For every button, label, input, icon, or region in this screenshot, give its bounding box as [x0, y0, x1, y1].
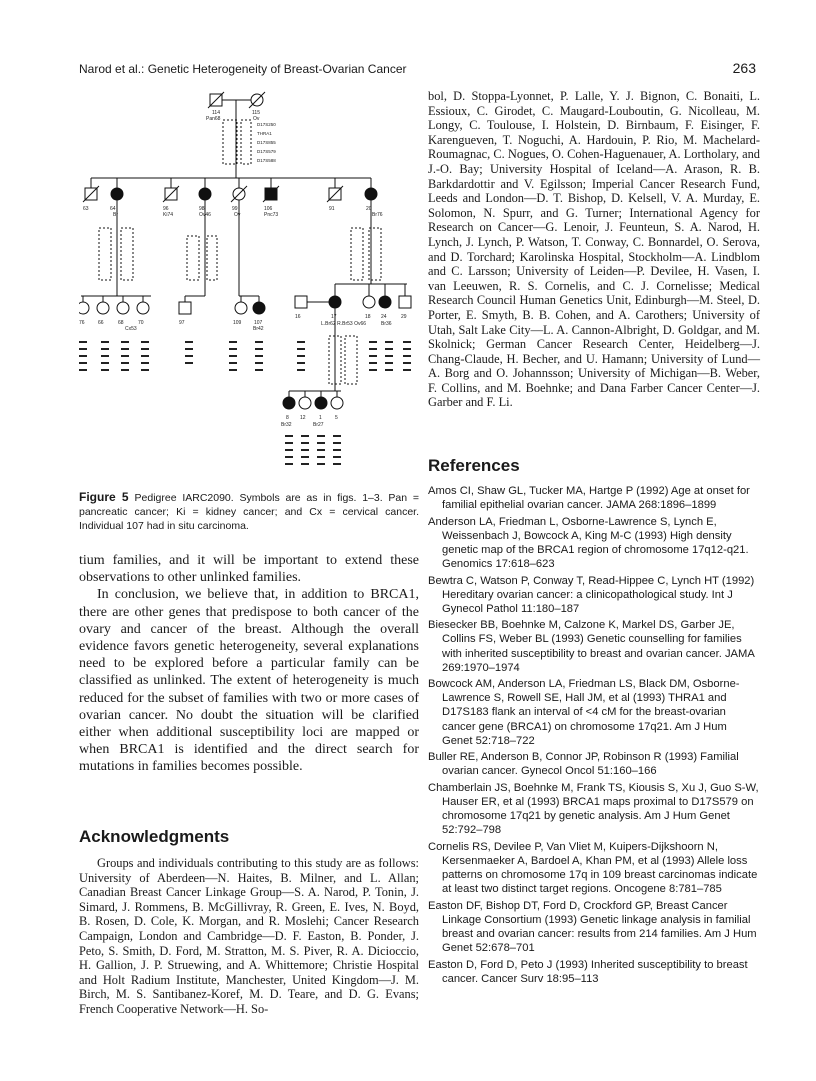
label-96: 96: [163, 206, 169, 212]
label-68: 68: [118, 320, 124, 326]
paragraph-conclusion: In conclusion, we believe that, in addition to BRCA1, there are other genes that predispose to both cancer of the ovary and cancer of the breast. Although the overall evidence favors genetic heterogeneity, several explanations need to be explored before a particular family can be classified as unlinked. The extent of heterogeneity is much reduced for the subset of families with two or more cases of ovarian cancer. No doubt the situation will be clarified either when additional susceptibility loci are mapped or when BRCA1 is identified and the direct search for mutations in families becomes possible.: [79, 587, 419, 775]
reference-item: Chamberlain JS, Boehnke M, Frank TS, Kiousis S, Xu J, Guo S-W, Hauser ER, et al (1993) BRCA1 maps proximal to D17S579 on chromosome 17q21 by genetic analysis. Am J Hum Genet 52:792–798: [428, 781, 759, 837]
label-12: 12: [300, 415, 306, 421]
label-115-dx: Ov: [253, 116, 260, 122]
pedigree-figure: [79, 86, 424, 488]
label-24: 24: [381, 314, 387, 320]
label-114: 114: [212, 110, 220, 116]
label-96-dx: Ki74: [163, 212, 174, 218]
marker-1: THRA1: [257, 131, 272, 136]
label-99: 99: [232, 206, 238, 212]
label-98: 98: [199, 206, 205, 212]
references-heading: References: [428, 456, 520, 475]
reference-item: Cornelis RS, Devilee P, Van Vliet M, Kuipers-Dijkshoorn N, Kersenmaeker A, Bardoel A, Khan PM, et al (1993) Allele loss patterns on chromosome 17q in 109 breast carcinomas indicate at least two distinct target regions. Oncogene 8:781–785: [428, 840, 758, 896]
label-99-dx: Ov: [234, 212, 241, 218]
marker-2: D17S855: [257, 140, 276, 145]
reference-item: Easton DF, Bishop DT, Ford D, Crockford GP, Breast Cancer Linkage Consortium (1993) Genetic linkage analysis in familial breast and ovarian cancer: results from 214 families. Am J Hum Genet 52:678–701: [428, 899, 757, 954]
acknowledgments-heading: Acknowledgments: [79, 827, 230, 846]
label-107-dx: Br42: [253, 326, 264, 332]
label-24-dx: Br36: [381, 321, 392, 327]
label-1: 1: [319, 415, 322, 421]
label-115: 115: [252, 110, 260, 116]
label-70: 70: [138, 320, 144, 326]
label-cx53: Cx53: [125, 326, 137, 332]
reference-item: Buller RE, Anderson B, Connor JP, Robinson R (1993) Familial ovarian cancer. Gynecol Oncol 51:160–166: [428, 751, 739, 778]
running-head: Narod et al.: Genetic Heterogeneity of Breast-Ovarian Cancer: [79, 62, 407, 76]
label-98-dx: Ov46: [199, 212, 211, 218]
label-16: 16: [295, 314, 301, 320]
label-17: 17: [331, 314, 337, 320]
label-5: 5: [335, 415, 338, 421]
label-64: 64: [110, 206, 116, 212]
reference-list: [428, 484, 760, 988]
label-97: 97: [179, 320, 185, 326]
figure-caption: [79, 490, 419, 533]
label-91: 91: [329, 206, 335, 212]
marker-0: D17S250: [257, 122, 276, 127]
label-18: 18: [365, 314, 371, 320]
label-76: 76: [79, 320, 85, 326]
reference-item: Easton D, Ford D, Peto J (1993) Inherited susceptibility to breast cancer. Cancer Surv 18:95–113: [428, 958, 748, 985]
reference-item: Bowcock AM, Anderson LA, Friedman LS, Black DM, Osborne-Lawrence S, Rowell SE, Hall JM, et al (1993) THRA1 and D17S183 flank an interval of <4 cM for the breast-ovarian cancer gene (BRCA1) on chromosome 17q21. Am J Hum Genet 52:718–722: [428, 678, 740, 747]
label-109: 109: [233, 320, 242, 326]
label-106: 106: [264, 206, 273, 212]
label-8: 8: [286, 415, 289, 421]
reference-item: Amos CI, Shaw GL, Tucker MA, Hartge P (1992) Age at onset for familial epithelial ovarian cancer. JAMA 268:1896–1899: [428, 485, 750, 512]
label-1-dx: Br27: [313, 422, 324, 428]
acknowledgments-text-left: Groups and individuals contributing to this study are as follows: University of Aberdeen—N. Haites, B. Milner, and L. Allan; Canadian Breast Cancer Linkage Group—S. A. Narod, P. Tonin, J. Simard, J. Rommens, B. McGillivray, R. Green, E. Ives, N. Boyd, B. Rosen, D. Cole, K. Morgan, and R. Moslehi; Cancer Research Campaign, London and Cambridge—D. F. Easton, B. Ponder, J. Peto, S. Smith, D. Ford, M. Stratton, M. S. Piver, R. A. Dicioccio, H. Gallion, J. P. Struewing, and A. Whittemore; Christie Hospital and Holt Radium Institute, Manchester, United Kingdom—J. M. Birch, M. S. Santibanez-Koref, M. D. Teare, and D. G. Evans; French Cooperative Network—H. So-: [79, 856, 419, 1016]
figure-caption-text: Pedigree IARC2090. Symbols are as in figs. 1–3. Pan = pancreatic cancer; Ki = kidney cancer; and Cx = cervical cancer. Individual 107 had in situ carcinoma.: [79, 492, 419, 532]
reference-item: Bewtra C, Watson P, Conway T, Read-Hippee C, Lynch HT (1992) Hereditary ovarian cancer: a clinicopathological study. Int J Gynecol Pathol 11:180–187: [428, 574, 755, 615]
label-107: 107: [254, 320, 263, 326]
marker-3: D17S579: [257, 149, 276, 154]
label-20: 20: [366, 206, 372, 212]
marker-4: D17S588: [257, 158, 276, 163]
reference-item: Anderson LA, Friedman L, Osborne-Lawrence S, Lynch E, Weissenbach J, Bowcock A, King M-C (1993) High density genetic map of the BRCA1 region of chromosome 17q12-q21. Genomics 17:618–623: [428, 515, 749, 570]
reference-item: Biesecker BB, Boehnke M, Calzone K, Markel DS, Garber JE, Collins FS, Weber BL (1993) Genetic counselling for families with inherited susceptibility to breast and ovarian cancer. JAMA 269:1970–1974: [428, 619, 755, 674]
label-114-dx: Pan68: [206, 116, 221, 122]
page-number: 263: [732, 60, 756, 76]
label-29: 29: [401, 314, 407, 320]
paragraph-continuation: tium families, and it will be important to extend these observations to other unlinked families.: [79, 553, 419, 586]
label-106-dx: Pnc73: [264, 212, 279, 218]
label-20-dx: Br76: [372, 212, 383, 218]
label-64-dx: Br: [113, 212, 118, 218]
body-text-left: [79, 552, 419, 776]
label-8-dx: Br32: [281, 422, 292, 428]
figure-label: Figure 5: [79, 490, 129, 504]
label-66: 66: [98, 320, 104, 326]
label-17-dx: L.Br62 R.Br53 Ov66: [321, 321, 367, 327]
label-63: 63: [83, 206, 89, 212]
acknowledgments-text-right: bol, D. Stoppa-Lyonnet, P. Lalle, Y. J. Bignon, C. Bonaiti, L. Essioux, C. Girodet, C. Maugard-Louboutin, G. Nicolleau, M. Longy, C. Toulouse, I. Holstein, D. Birnbaum, F. Eisinger, F. Karengueven, T. Noguchi, A. Hardouin, P. Rio, M. Machelard-Roumagnac, C. Nogues, O. Cohen-Haguenauer, A. Lortholary, and J.-O. Bay; University Hospital of Iceland—A. Arason, R. B. Barkdardottir and V. Egilsson; Imperial Cancer Research Fund, Leeds and London—D. T. Bishop, D. Kelsell, V. A. Murday, E. Solomon, N. Spurr, and G. Turner; International Agency for Research on Cancer—G. Lenoir, J. Feunteun, S. A. Narod, H. Lynch, J. Lynch, P. Watson, T. Conway, C. Bonnardel, O. Serova, and D. Torchard; Karolinska Hospital, Stockholm—A. Lindblom and C. Larsson; University of Leiden—P. Devilee, H. Vasen, I. van Leeuwen, R. S. Cornelis, and C. J. Cornelisse; Medical Research Council Human Genetics Unit, Edinburgh—M. Steel, D. Porter, E. Smyth, B. B. Cohen, and A. Carothers; University of Utah, Salt Lake City—L. A. Cannon-Albright, D. Goldgar, and M. Skolnick; German Cancer Research Center, Heidelberg—J. Chang-Claude, H. Becher, and U. Hamann; University of Lund—A. Borg and O. Johannsson; University of Michigan—B. Weber, F. Collins, and M. Boehnke; and Dana Farber Cancer Center—J. Garber and F. Li.: [428, 89, 760, 410]
